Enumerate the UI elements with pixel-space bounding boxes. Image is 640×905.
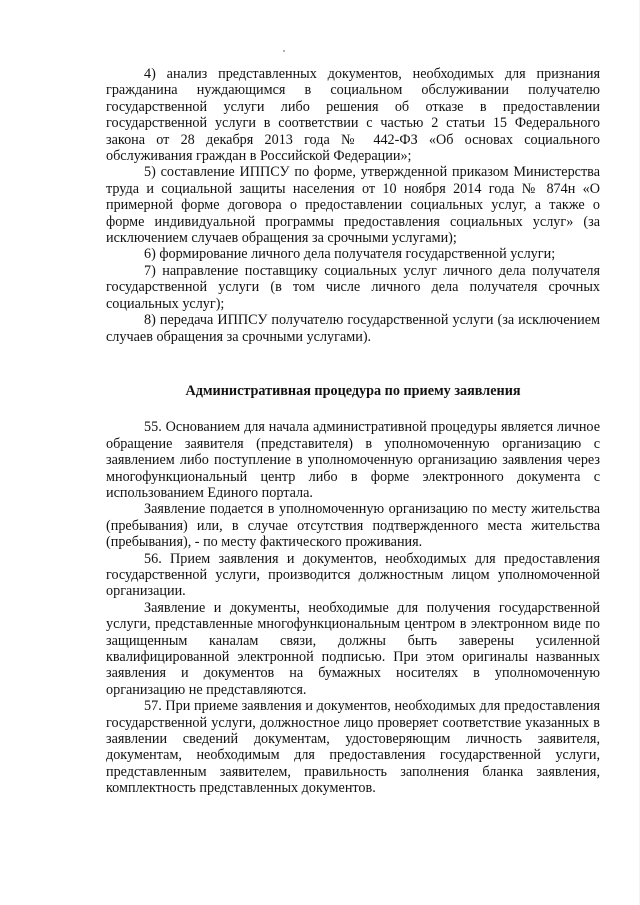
paragraph-55: 55. Основанием для начала административной процедуры является личное обращение заявителя (представителя) в уполномоченную организацию с заявлением либо поступление в уполномоченную организацию заявления через многофункциональный центр либо в форме электронного документа с использованием Единого портала. xyxy=(106,419,600,501)
paragraph-56-electronic: Заявление и документы, необходимые для получения государственной услуги, представленные многофункциональным центром в электронном виде по защищенным каналам связи, должны быть заверены усиленной квалифицированной электронной подписью. При этом оригиналы названных заявления и документов на бумажных носителях в уполномоченную организацию не представляются. xyxy=(106,599,600,698)
paragraph-56: 56. Прием заявления и документов, необходимых для предоставления государственной услуги, производится должностным лицом уполномоченной организации. xyxy=(106,550,600,600)
paragraph-55-residence: Заявление подается в уполномоченную организацию по месту жительства (пребывания) или, в случае отсутствия подтвержденного места жительства (пребывания), - по месту фактического проживания. xyxy=(106,501,600,551)
list-item-6: 6) формирование личного дела получателя государственной услуги; xyxy=(144,246,556,263)
list-item-7: 7) направление поставщику социальных услуг личного дела получателя государственной услуги (в том числе личного дела получателя срочных социальных услуг); xyxy=(106,262,600,312)
paragraph-57: 57. При приеме заявления и документов, необходимых для предоставления государственной услуги, должностное лицо проверяет соответствие указанных в заявлении сведений документам, удостоверяющим личность заявителя, документам, необходимым для предоставления государственной услуги, представленным заявителем, правильность заполнения бланка заявления, комплектность представленных документов. xyxy=(106,698,600,797)
document-body xyxy=(106,66,600,797)
section-heading: Административная процедура по приему заявления xyxy=(185,382,521,399)
list-item-5: 5) составление ИППСУ по форме, утвержденной приказом Министерства труда и социальной защиты населения от 10 ноября 2014 года № 874н «О примерной форме договора о предоставлении социальных услуг, а также о форме индивидуальной программы предоставления социальных услуг» (за исключением случаев обращения за срочными услугами); xyxy=(106,164,600,247)
list-item-4: 4) анализ представленных документов, необходимых для признания гражданина нуждающимся в социальном обслуживании получателю государственной услуги либо решения об отказе в предоставлении государственной услуги в соответствии с частью 2 статьи 15 Федерального закона от 28 декабря 2013 года № 442-ФЗ «Об основах социального обслуживания граждан в Российской Федерации»; xyxy=(106,66,600,165)
scan-speck xyxy=(283,50,285,52)
list-item-8: 8) передача ИППСУ получателю государственной услуги (за исключением случаев обращения за срочными услугами). xyxy=(106,312,600,345)
